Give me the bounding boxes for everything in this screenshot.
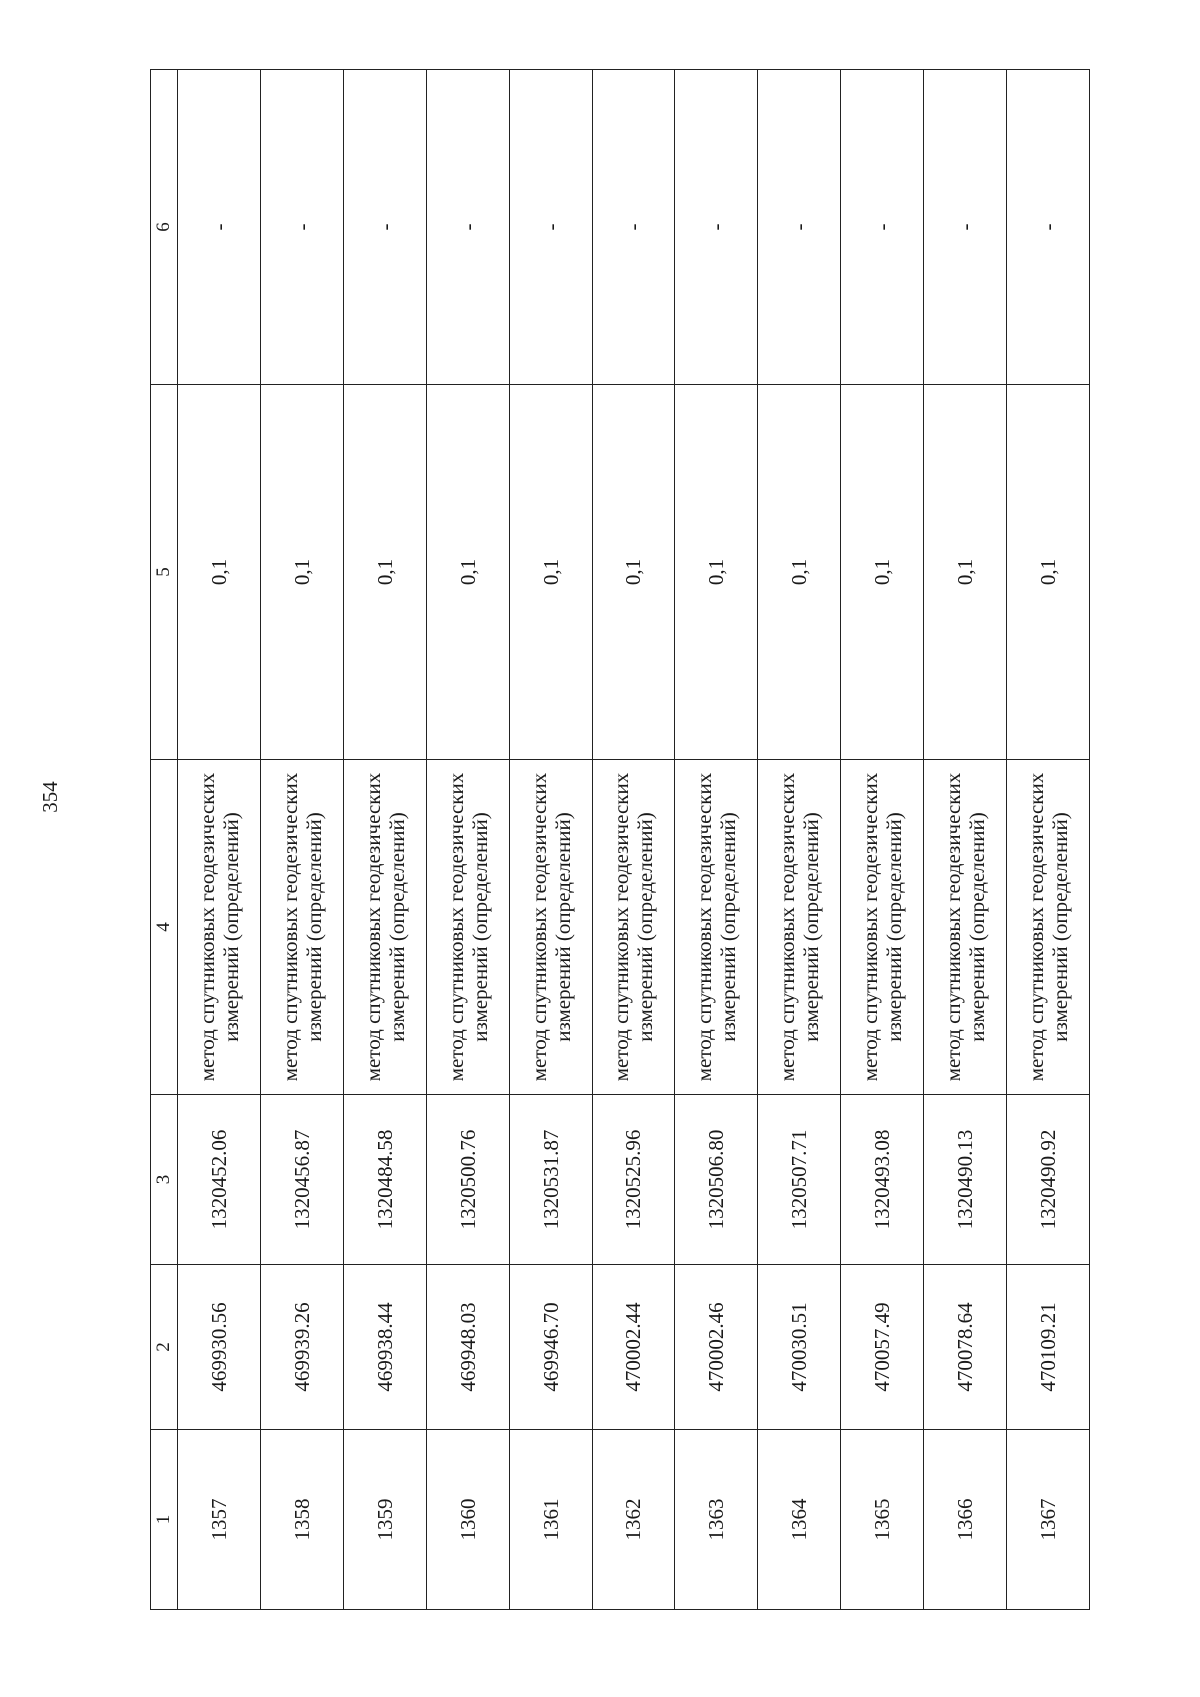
note-cell: - (343, 70, 426, 385)
column-header-1: 1 (151, 1430, 178, 1610)
x-coordinate-cell: 469946.70 (509, 1265, 592, 1430)
y-coordinate-cell: 1320507.71 (758, 1095, 841, 1265)
accuracy-cell: 0,1 (509, 385, 592, 760)
accuracy-cell: 0,1 (592, 385, 675, 760)
table-row (675, 70, 758, 1610)
column-header-6: 6 (151, 70, 178, 385)
point-number-cell: 1361 (509, 1430, 592, 1610)
note-cell: - (426, 70, 509, 385)
coordinates-table-container (150, 70, 1090, 1610)
method-cell: метод спутниковых геодезических измерений (определений) (758, 760, 841, 1095)
y-coordinate-cell: 1320525.96 (592, 1095, 675, 1265)
method-cell: метод спутниковых геодезических измерений (определений) (509, 760, 592, 1095)
y-coordinate-cell: 1320490.13 (924, 1095, 1007, 1265)
point-number-cell: 1357 (178, 1430, 261, 1610)
page-number: 354 (38, 781, 62, 813)
method-cell: метод спутниковых геодезических измерений (определений) (1007, 760, 1090, 1095)
x-coordinate-cell: 470002.46 (675, 1265, 758, 1430)
y-coordinate-cell: 1320484.58 (343, 1095, 426, 1265)
method-cell: метод спутниковых геодезических измерений (определений) (924, 760, 1007, 1095)
point-number-cell: 1363 (675, 1430, 758, 1610)
table-row (426, 70, 509, 1610)
x-coordinate-cell: 470002.44 (592, 1265, 675, 1430)
accuracy-cell: 0,1 (841, 385, 924, 760)
y-coordinate-cell: 1320500.76 (426, 1095, 509, 1265)
note-cell: - (924, 70, 1007, 385)
point-number-cell: 1358 (260, 1430, 343, 1610)
method-cell: метод спутниковых геодезических измерений (определений) (343, 760, 426, 1095)
note-cell: - (758, 70, 841, 385)
point-number-cell: 1364 (758, 1430, 841, 1610)
x-coordinate-cell: 469938.44 (343, 1265, 426, 1430)
x-coordinate-cell: 469930.56 (178, 1265, 261, 1430)
accuracy-cell: 0,1 (758, 385, 841, 760)
y-coordinate-cell: 1320493.08 (841, 1095, 924, 1265)
method-cell: метод спутниковых геодезических измерений (определений) (675, 760, 758, 1095)
table-row (1007, 70, 1090, 1610)
accuracy-cell: 0,1 (924, 385, 1007, 760)
table-row (260, 70, 343, 1610)
x-coordinate-cell: 469939.26 (260, 1265, 343, 1430)
coordinates-table (150, 69, 1090, 1610)
note-cell: - (260, 70, 343, 385)
y-coordinate-cell: 1320506.80 (675, 1095, 758, 1265)
accuracy-cell: 0,1 (178, 385, 261, 760)
x-coordinate-cell: 469948.03 (426, 1265, 509, 1430)
column-header-2: 2 (151, 1265, 178, 1430)
table-row (758, 70, 841, 1610)
method-cell: метод спутниковых геодезических измерений (определений) (592, 760, 675, 1095)
accuracy-cell: 0,1 (1007, 385, 1090, 760)
note-cell: - (675, 70, 758, 385)
method-cell: метод спутниковых геодезических измерений (определений) (260, 760, 343, 1095)
accuracy-cell: 0,1 (426, 385, 509, 760)
note-cell: - (1007, 70, 1090, 385)
table-row (924, 70, 1007, 1610)
column-header-4: 4 (151, 760, 178, 1095)
table-row (178, 70, 261, 1610)
accuracy-cell: 0,1 (343, 385, 426, 760)
accuracy-cell: 0,1 (675, 385, 758, 760)
y-coordinate-cell: 1320490.92 (1007, 1095, 1090, 1265)
column-header-3: 3 (151, 1095, 178, 1265)
point-number-cell: 1365 (841, 1430, 924, 1610)
y-coordinate-cell: 1320531.87 (509, 1095, 592, 1265)
x-coordinate-cell: 470078.64 (924, 1265, 1007, 1430)
note-cell: - (841, 70, 924, 385)
method-cell: метод спутниковых геодезических измерений (определений) (178, 760, 261, 1095)
method-cell: метод спутниковых геодезических измерений (определений) (426, 760, 509, 1095)
point-number-cell: 1362 (592, 1430, 675, 1610)
accuracy-cell: 0,1 (260, 385, 343, 760)
table-row (343, 70, 426, 1610)
column-header-5: 5 (151, 385, 178, 760)
table-row (592, 70, 675, 1610)
point-number-cell: 1367 (1007, 1430, 1090, 1610)
point-number-cell: 1360 (426, 1430, 509, 1610)
x-coordinate-cell: 470030.51 (758, 1265, 841, 1430)
note-cell: - (592, 70, 675, 385)
point-number-cell: 1366 (924, 1430, 1007, 1610)
note-cell: - (509, 70, 592, 385)
method-cell: метод спутниковых геодезических измерений (определений) (841, 760, 924, 1095)
y-coordinate-cell: 1320456.87 (260, 1095, 343, 1265)
header-row (151, 70, 178, 1610)
x-coordinate-cell: 470057.49 (841, 1265, 924, 1430)
table-row (841, 70, 924, 1610)
table-row (509, 70, 592, 1610)
y-coordinate-cell: 1320452.06 (178, 1095, 261, 1265)
x-coordinate-cell: 470109.21 (1007, 1265, 1090, 1430)
point-number-cell: 1359 (343, 1430, 426, 1610)
note-cell: - (178, 70, 261, 385)
